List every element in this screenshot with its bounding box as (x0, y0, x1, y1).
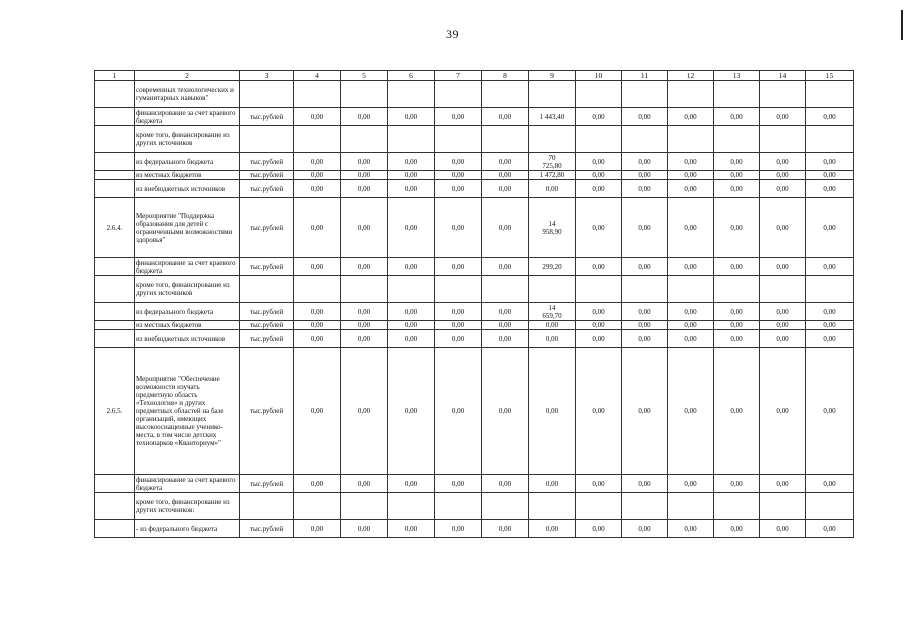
description-cell: из внебюджетных источников (135, 180, 240, 198)
value-cell (760, 81, 806, 108)
value-cell: 0,00 (341, 475, 388, 493)
value-cell: 0,00 (294, 321, 341, 330)
value-cell: 0,00 (668, 108, 714, 126)
value-cell (806, 126, 854, 153)
value-cell: 0,00 (529, 330, 576, 348)
value-cell: 0,00 (760, 171, 806, 180)
value-cell: 0,00 (576, 475, 622, 493)
value-cell: 299,20 (529, 258, 576, 276)
value-cell: 0,00 (714, 520, 760, 538)
value-cell: 0,00 (294, 330, 341, 348)
value-cell: 0,00 (806, 171, 854, 180)
table-row (95, 180, 854, 198)
value-cell (576, 126, 622, 153)
page-number: 39 (446, 27, 459, 41)
value-cell: 0,00 (760, 520, 806, 538)
unit-cell: тыс.рублей (240, 198, 294, 258)
unit-cell: тыс.рублей (240, 321, 294, 330)
unit-cell (240, 493, 294, 520)
value-cell: 0,00 (341, 153, 388, 171)
value-cell: 0,00 (806, 520, 854, 538)
value-cell (668, 81, 714, 108)
table-row (95, 198, 854, 258)
value-cell: 0,00 (388, 258, 435, 276)
value-cell: 0,00 (294, 153, 341, 171)
value-cell: 0,00 (341, 348, 388, 475)
value-cell (294, 81, 341, 108)
value-cell: 0,00 (435, 198, 482, 258)
item-number-cell (95, 81, 135, 108)
value-cell: 0,00 (482, 108, 529, 126)
value-cell (435, 276, 482, 303)
unit-cell (240, 81, 294, 108)
column-number-header: 5 (341, 71, 388, 81)
unit-cell: тыс.рублей (240, 171, 294, 180)
unit-cell: тыс.рублей (240, 108, 294, 126)
value-cell: 0,00 (529, 348, 576, 475)
value-cell: 0,00 (294, 258, 341, 276)
table-row (95, 258, 854, 276)
table-row (95, 520, 854, 538)
value-cell: 0,00 (482, 475, 529, 493)
value-cell: 0,00 (714, 303, 760, 321)
column-number-header: 12 (668, 71, 714, 81)
column-number-header: 4 (294, 71, 341, 81)
value-cell: 0,00 (576, 321, 622, 330)
item-number-cell (95, 276, 135, 303)
unit-cell (240, 276, 294, 303)
item-number-cell (95, 126, 135, 153)
value-cell: 0,00 (668, 303, 714, 321)
value-cell: 0,00 (482, 520, 529, 538)
value-cell: 0,00 (388, 198, 435, 258)
value-cell (435, 126, 482, 153)
value-cell (482, 81, 529, 108)
value-cell: 0,00 (294, 108, 341, 126)
value-cell (622, 276, 668, 303)
value-cell: 0,00 (341, 180, 388, 198)
value-cell: 0,00 (435, 348, 482, 475)
value-cell: 0,00 (760, 198, 806, 258)
description-cell: из местных бюджетов (135, 321, 240, 330)
value-cell (668, 493, 714, 520)
description-cell: из федерального бюджета (135, 153, 240, 171)
value-cell: 0,00 (388, 475, 435, 493)
value-cell: 0,00 (806, 180, 854, 198)
value-cell: 0,00 (668, 348, 714, 475)
column-number-header: 8 (482, 71, 529, 81)
value-cell (622, 81, 668, 108)
table-row (95, 303, 854, 321)
value-cell: 70 725,80 (529, 153, 576, 171)
value-cell: 0,00 (668, 153, 714, 171)
value-cell: 0,00 (435, 520, 482, 538)
column-number-header: 9 (529, 71, 576, 81)
value-cell: 0,00 (806, 330, 854, 348)
description-cell: финансирование за счет краевого бюджета (135, 475, 240, 493)
value-cell (388, 493, 435, 520)
value-cell: 0,00 (388, 108, 435, 126)
value-cell: 0,00 (622, 321, 668, 330)
column-number-header: 10 (576, 71, 622, 81)
value-cell: 0,00 (388, 180, 435, 198)
value-cell: 0,00 (482, 321, 529, 330)
description-cell: - из федерального бюджета (135, 520, 240, 538)
value-cell: 0,00 (482, 348, 529, 475)
unit-cell: тыс.рублей (240, 348, 294, 475)
value-cell (668, 126, 714, 153)
value-cell: 0,00 (622, 108, 668, 126)
value-cell (760, 276, 806, 303)
value-cell: 0,00 (714, 475, 760, 493)
value-cell: 0,00 (760, 348, 806, 475)
value-cell (388, 81, 435, 108)
value-cell: 0,00 (806, 198, 854, 258)
value-cell (482, 493, 529, 520)
table-row (95, 153, 854, 171)
item-number-cell (95, 493, 135, 520)
item-number-cell (95, 330, 135, 348)
value-cell: 0,00 (668, 258, 714, 276)
value-cell: 0,00 (806, 321, 854, 330)
value-cell: 0,00 (294, 198, 341, 258)
value-cell: 0,00 (576, 198, 622, 258)
value-cell (529, 276, 576, 303)
value-cell: 0,00 (341, 171, 388, 180)
description-cell: финансирование за счет краевого бюджета (135, 108, 240, 126)
value-cell: 0,00 (760, 108, 806, 126)
value-cell: 0,00 (341, 330, 388, 348)
value-cell: 0,00 (714, 108, 760, 126)
value-cell: 0,00 (622, 153, 668, 171)
item-number-cell (95, 153, 135, 171)
value-cell: 0,00 (435, 180, 482, 198)
value-cell (294, 493, 341, 520)
item-number-cell (95, 180, 135, 198)
value-cell (668, 276, 714, 303)
value-cell: 0,00 (576, 180, 622, 198)
column-number-header: 15 (806, 71, 854, 81)
unit-cell: тыс.рублей (240, 520, 294, 538)
value-cell (435, 493, 482, 520)
unit-cell: тыс.рублей (240, 303, 294, 321)
value-cell: 0,00 (760, 330, 806, 348)
value-cell: 0,00 (576, 153, 622, 171)
item-number-cell: 2.6.5. (95, 348, 135, 475)
value-cell: 0,00 (576, 171, 622, 180)
description-cell: кроме того, финансирование из других источников: (135, 493, 240, 520)
value-cell: 0,00 (482, 153, 529, 171)
value-cell: 0,00 (341, 321, 388, 330)
value-cell: 0,00 (576, 330, 622, 348)
value-cell (341, 126, 388, 153)
value-cell: 0,00 (714, 171, 760, 180)
value-cell: 0,00 (576, 108, 622, 126)
unit-cell: тыс.рублей (240, 180, 294, 198)
value-cell: 0,00 (482, 258, 529, 276)
table-row (95, 493, 854, 520)
value-cell (529, 126, 576, 153)
value-cell: 0,00 (622, 198, 668, 258)
value-cell (714, 493, 760, 520)
unit-cell (240, 126, 294, 153)
value-cell: 1 443,40 (529, 108, 576, 126)
table-row (95, 276, 854, 303)
table-row (95, 330, 854, 348)
value-cell: 0,00 (482, 330, 529, 348)
value-cell: 0,00 (294, 180, 341, 198)
item-number-cell (95, 258, 135, 276)
value-cell: 0,00 (388, 321, 435, 330)
column-number-header: 2 (135, 71, 240, 81)
value-cell (576, 276, 622, 303)
value-cell: 0,00 (806, 258, 854, 276)
value-cell: 0,00 (668, 520, 714, 538)
table-row (95, 348, 854, 475)
value-cell: 0,00 (529, 475, 576, 493)
value-cell: 0,00 (341, 520, 388, 538)
unit-cell: тыс.рублей (240, 258, 294, 276)
value-cell: 0,00 (714, 321, 760, 330)
value-cell (341, 493, 388, 520)
value-cell: 14 958,90 (529, 198, 576, 258)
value-cell: 14 659,70 (529, 303, 576, 321)
value-cell (388, 126, 435, 153)
value-cell (529, 81, 576, 108)
description-cell: кроме того, финансирование из других источников (135, 276, 240, 303)
value-cell: 0,00 (388, 303, 435, 321)
table-row (95, 126, 854, 153)
description-cell: Мероприятие "Поддержка образования для детей с ограниченными возможностями здоровья" (135, 198, 240, 258)
value-cell: 0,00 (388, 520, 435, 538)
value-cell: 0,00 (341, 258, 388, 276)
unit-cell: тыс.рублей (240, 153, 294, 171)
value-cell: 0,00 (668, 171, 714, 180)
unit-cell: тыс.рублей (240, 330, 294, 348)
description-cell: финансирование за счет краевого бюджета (135, 258, 240, 276)
description-cell: современных технологических и гуманитарных навыков" (135, 81, 240, 108)
column-number-header: 13 (714, 71, 760, 81)
value-cell: 0,00 (435, 153, 482, 171)
value-cell: 0,00 (529, 321, 576, 330)
value-cell: 0,00 (714, 180, 760, 198)
value-cell: 0,00 (806, 153, 854, 171)
value-cell (806, 493, 854, 520)
value-cell: 0,00 (668, 475, 714, 493)
value-cell: 0,00 (341, 303, 388, 321)
value-cell: 0,00 (294, 303, 341, 321)
value-cell: 0,00 (435, 330, 482, 348)
column-number-header: 3 (240, 71, 294, 81)
value-cell: 0,00 (760, 153, 806, 171)
value-cell (576, 493, 622, 520)
column-number-header: 14 (760, 71, 806, 81)
value-cell (294, 126, 341, 153)
value-cell: 0,00 (435, 171, 482, 180)
column-number-header: 7 (435, 71, 482, 81)
value-cell: 0,00 (622, 171, 668, 180)
value-cell (806, 276, 854, 303)
value-cell: 0,00 (714, 258, 760, 276)
value-cell (435, 81, 482, 108)
value-cell (760, 493, 806, 520)
value-cell: 0,00 (435, 321, 482, 330)
item-number-cell (95, 321, 135, 330)
financing-table (94, 70, 854, 538)
value-cell: 0,00 (668, 198, 714, 258)
value-cell: 0,00 (760, 303, 806, 321)
value-cell (482, 276, 529, 303)
value-cell: 0,00 (668, 321, 714, 330)
value-cell: 0,00 (435, 108, 482, 126)
value-cell (576, 81, 622, 108)
column-number-header: 11 (622, 71, 668, 81)
value-cell: 0,00 (388, 348, 435, 475)
value-cell: 0,00 (714, 348, 760, 475)
value-cell: 0,00 (294, 520, 341, 538)
value-cell: 0,00 (806, 108, 854, 126)
value-cell (529, 493, 576, 520)
value-cell: 0,00 (576, 348, 622, 475)
value-cell: 0,00 (622, 330, 668, 348)
value-cell: 0,00 (435, 475, 482, 493)
table-row (95, 475, 854, 493)
value-cell (341, 81, 388, 108)
value-cell: 0,00 (576, 303, 622, 321)
value-cell: 0,00 (760, 180, 806, 198)
value-cell (806, 81, 854, 108)
value-cell: 0,00 (294, 171, 341, 180)
value-cell: 0,00 (668, 330, 714, 348)
value-cell: 0,00 (482, 198, 529, 258)
unit-cell: тыс.рублей (240, 475, 294, 493)
column-number-header: 1 (95, 71, 135, 81)
description-cell: из федерального бюджета (135, 303, 240, 321)
value-cell: 0,00 (482, 303, 529, 321)
value-cell: 0,00 (806, 303, 854, 321)
value-cell: 0,00 (622, 303, 668, 321)
value-cell: 0,00 (622, 475, 668, 493)
value-cell (622, 126, 668, 153)
value-cell: 0,00 (760, 258, 806, 276)
item-number-cell (95, 520, 135, 538)
value-cell (714, 276, 760, 303)
value-cell: 0,00 (388, 330, 435, 348)
value-cell (388, 276, 435, 303)
value-cell: 0,00 (668, 180, 714, 198)
value-cell (714, 126, 760, 153)
value-cell: 0,00 (714, 198, 760, 258)
value-cell: 0,00 (622, 520, 668, 538)
item-number-cell (95, 303, 135, 321)
value-cell: 0,00 (388, 171, 435, 180)
value-cell: 0,00 (714, 330, 760, 348)
value-cell (341, 276, 388, 303)
value-cell: 0,00 (388, 153, 435, 171)
value-cell: 0,00 (760, 475, 806, 493)
table-row (95, 321, 854, 330)
column-number-header: 6 (388, 71, 435, 81)
table-row (95, 171, 854, 180)
value-cell: 0,00 (294, 475, 341, 493)
value-cell: 0,00 (806, 475, 854, 493)
value-cell: 0,00 (482, 171, 529, 180)
value-cell (622, 493, 668, 520)
value-cell: 0,00 (622, 180, 668, 198)
value-cell (760, 126, 806, 153)
item-number-cell: 2.6.4. (95, 198, 135, 258)
value-cell: 1 472,80 (529, 171, 576, 180)
value-cell: 0,00 (806, 348, 854, 475)
value-cell: 0,00 (622, 348, 668, 475)
value-cell: 0,00 (341, 198, 388, 258)
description-cell: кроме того, финансирование из других источников (135, 126, 240, 153)
value-cell: 0,00 (760, 321, 806, 330)
item-number-cell (95, 171, 135, 180)
value-cell: 0,00 (529, 180, 576, 198)
value-cell: 0,00 (576, 258, 622, 276)
value-cell (482, 126, 529, 153)
value-cell: 0,00 (529, 520, 576, 538)
value-cell (714, 81, 760, 108)
description-cell: из местных бюджетов (135, 171, 240, 180)
description-cell: из внебюджетных источников (135, 330, 240, 348)
item-number-cell (95, 475, 135, 493)
value-cell: 0,00 (294, 348, 341, 475)
scan-edge-mark (901, 10, 903, 40)
value-cell: 0,00 (435, 258, 482, 276)
value-cell: 0,00 (435, 303, 482, 321)
value-cell: 0,00 (482, 180, 529, 198)
table-row (95, 81, 854, 108)
table-header-row (95, 71, 854, 81)
value-cell: 0,00 (622, 258, 668, 276)
item-number-cell (95, 108, 135, 126)
description-cell: Мероприятие "Обеспечение возможности изучать предметную область «Технология» и других предметных областей на базе организаций, имеющих высокооснащенные ученико-места, в том числе детских технопарков «Кванториум»" (135, 348, 240, 475)
table-row (95, 108, 854, 126)
value-cell (294, 276, 341, 303)
value-cell: 0,00 (341, 108, 388, 126)
value-cell: 0,00 (576, 520, 622, 538)
value-cell: 0,00 (714, 153, 760, 171)
